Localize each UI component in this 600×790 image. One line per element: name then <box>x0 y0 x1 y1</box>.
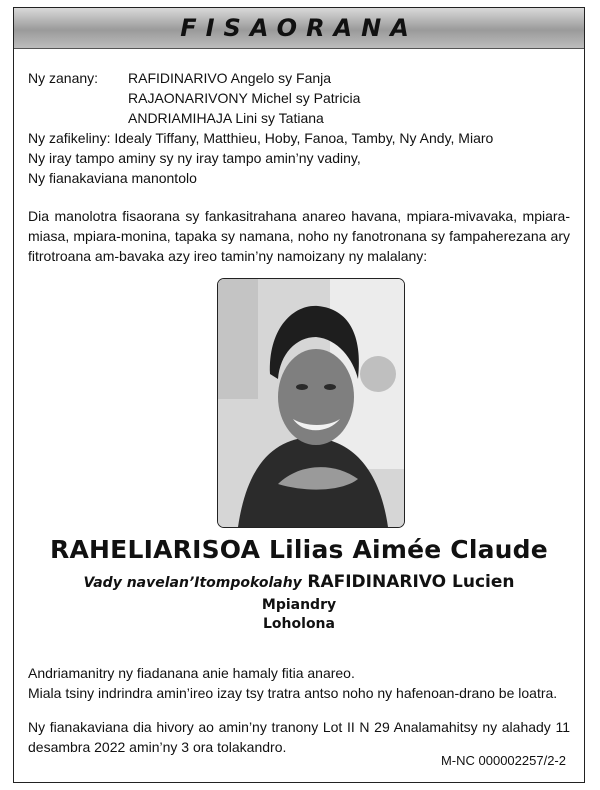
apology-line: Miala tsiny indrindra amin’ireo izay tsy tratra antso noho ny hafenoan-drano be loatra. <box>28 685 558 701</box>
role-line-2: Loholona <box>263 616 335 632</box>
portrait-photo <box>217 278 405 528</box>
children-row <box>28 68 570 128</box>
role-line-1: Mpiandry <box>261 597 337 613</box>
whole-family-line: Ny fianakaviana manontolo <box>28 170 197 186</box>
deceased-block <box>14 535 584 634</box>
child-name: RAJAONARIVONY Michel sy Patricia <box>128 90 361 106</box>
child-name: RAFIDINARIVO Angelo sy Fanja <box>128 70 332 86</box>
child-name: ANDRIAMIHAJA Lini sy Tatiana <box>128 110 324 126</box>
deceased-name: RAHELIARISOA Lilias Aimée Claude <box>50 535 548 564</box>
reference-code: M-NC 000002257/2-2 <box>440 753 566 768</box>
grandchildren-line: Ny zafikeliny: Idealy Tiffany, Matthieu, Hoby, Fanoa, Tamby, Ny Andy, Miaro <box>28 130 494 146</box>
thanks-paragraph: Dia manolotra fisaorana sy fankasitrahana anareo havana, mpiara-mivavaka, mpiara-miasa, mpiara-monina, tapaka sy namana, noho ny fanotronana sy fampaherezana ary fitrotroana am-bavaka azy ireo tamin’ny namoizany ny malalany: <box>28 208 570 264</box>
blessing-line: Andriamanitry ny fiadanana anie hamaly fitia anareo. <box>28 665 355 681</box>
spouse-label: Vady navelan’Itompokolahy <box>83 575 302 591</box>
gathering-paragraph: Ny fianakaviana dia hivory ao amin’ny tranony Lot II N 29 Analamahitsy ny alahady 11 desambra 2022 amin’ny 3 ora tolakandro. <box>28 719 570 755</box>
children-label: Ny zanany: <box>28 70 99 86</box>
portrait-illustration <box>218 279 404 527</box>
spouse-name: RAFIDINARIVO Lucien <box>307 572 515 592</box>
siblings-line: Ny iray tampo aminy sy ny iray tampo amin’ny vadiny, <box>28 150 361 166</box>
page-title: FISAORANA <box>180 14 418 42</box>
notice-frame <box>13 7 585 783</box>
header-banner <box>14 8 584 49</box>
family-section <box>28 68 570 266</box>
closing-section <box>28 663 570 757</box>
spouse-line <box>14 572 584 592</box>
children-list <box>128 68 360 128</box>
